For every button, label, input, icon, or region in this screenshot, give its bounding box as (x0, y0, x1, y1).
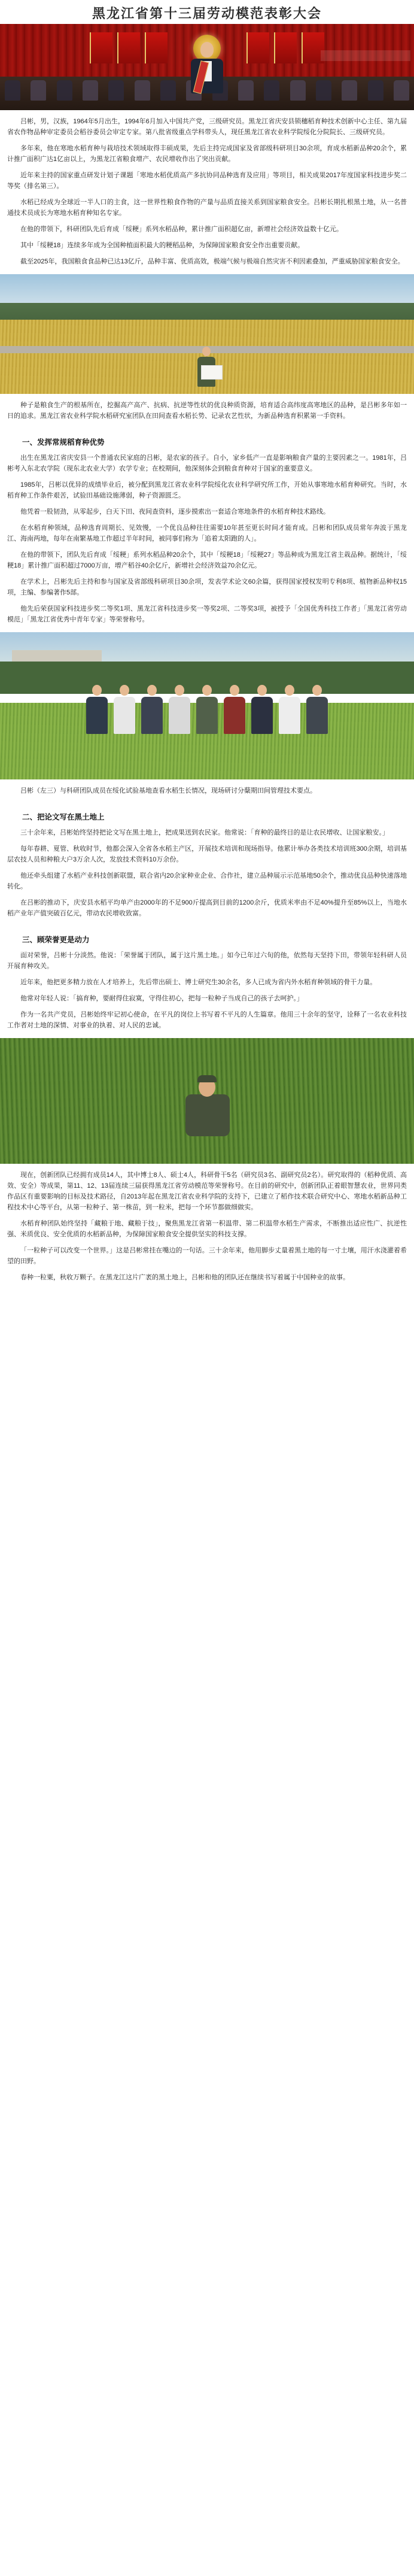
paragraph: 水稻育种团队始终坚持「藏粮于地、藏粮于技」，聚焦黑龙江省第一积温带、第二积温带水稻生产需求，不断推出适应性广、抗逆性强、米质优良、安全优质的水稻新品种，为保障国家粮食安全提供坚实的科技支撑。 (7, 1220, 407, 1238)
person-head (147, 685, 157, 696)
person-head (285, 685, 294, 696)
seat (238, 80, 254, 101)
seat (135, 80, 150, 101)
person-body (86, 697, 108, 734)
person-head (92, 685, 102, 696)
seat (5, 80, 20, 101)
paragraph: 面对荣誉，吕彬十分淡然。他说：「荣誉属于团队，属于这片黑土地。」如今已年过六旬的他，依然每天坚持下田，带领年轻科研人员开展育种攻关。 (7, 952, 407, 970)
paragraph: 作为一名共产党员，吕彬始终牢记初心使命，在平凡的岗位上书写着不平凡的人生篇章。他用三十余年的坚守，诠释了一名农业科技工作者对土地的深情、对事业的执着、对人民的忠诚。 (7, 1011, 407, 1029)
paragraph: 1985年，吕彬以优异的成绩毕业后，被分配到黑龙江省农业科学院绥化农业科学研究所工作，开始从事寒地水稻育种研究。当时，水稻育种工作条件艰苦，试验田基础设施薄弱，种子资源匮乏。 (7, 481, 407, 499)
photo-caption: 吕彬（左三）与科研团队成员在绥化试验基地查看水稻生长情况，现场研讨分蘖期田间管理技术要点。 (20, 787, 316, 794)
document-sheet (201, 365, 223, 380)
seat (264, 80, 279, 101)
paragraph: 「一粒种子可以改变一个世界。」这是吕彬常挂在嘴边的一句话。三十余年来，他用脚步丈量着黑土地的每一寸土壤，用汗水浇灌着希望的田野。 (7, 1247, 407, 1265)
researcher-figure (171, 1078, 243, 1149)
person-body (169, 697, 190, 734)
section-3 (0, 926, 414, 1038)
person-head (202, 685, 212, 696)
people-row (0, 685, 414, 735)
paragraph: 在学术上，吕彬先后主持和参与国家及省部级科研项目30余项，发表学术论文60余篇，获得国家授权发明专利8项、植物新品种权15项，主编、参编著作5部。 (7, 578, 407, 596)
paragraph: 多年来，他在寒地水稻育种与栽培技术领域取得丰硕成果，先后主持完成国家及省部级科研项目30余项，育成水稻新品种20余个，累计推广面积广达1亿亩以上，为黑龙江省粮食增产、农民增收作出了突出贡献。 (7, 145, 407, 163)
section-2-title: 二、把论文写在黑土地上 (22, 813, 105, 821)
conference-banner-photo (0, 0, 414, 110)
person-body (114, 697, 135, 734)
person-head (120, 685, 129, 696)
intro-text (0, 110, 414, 274)
person (86, 685, 108, 735)
team-field-photo (0, 632, 414, 779)
paragraph: 近年来主持的国家重点研发计划子课题「寒地水稻优质高产多抗协同品种选育及应用」等项目，相关成果2017年度国家科技进步奖二等奖（排名第三）。 (7, 172, 407, 190)
red-flag-icon (90, 32, 112, 63)
seat (160, 80, 176, 101)
person-body (306, 697, 328, 734)
paragraph: 在他的带领下，科研团队先后育成「绥粳」系列水稻品种，累计推广面积超亿亩，新增社会经济效益数十亿元。 (20, 226, 343, 233)
photo-caption: 种子是粮食生产的根基所在，挖掘高产高产、抗病、抗逆等性状的优良种质资源，培育适合高纬度高寒地区的品种，是吕彬多年如一日的追求。黑龙江省农业科学院水稻研究室团队在田间查看水稻长势、记录农艺性状，为新品种选育积累第一手资料。 (7, 402, 407, 420)
person-body (224, 697, 245, 734)
paragraph: 在他的带领下，团队先后育成「绥粳」系列水稻品种20余个，其中「绥粳18」「绥粳27」等品种成为黑龙江省主栽品种。据统计，「绥粳18」累计推广面积超过7000万亩，增产稻谷40余亿斤，新增社会经济效益70余亿元。 (7, 551, 407, 569)
person-head (257, 685, 267, 696)
paragraph: 吕彬，男，汉族，1964年5月出生，1994年6月加入中国共产党，三级研究员。黑龙江省庆安县锁穗稻育种技术创新中心主任、第九届省农作物品种审定委员会稻谷委员会审定专家。第八批省级重点学科带头人，现任黑龙江省农业科学院绥化分院院长、三级研究员。 (7, 118, 407, 136)
award-recipient (191, 42, 223, 93)
seat (342, 80, 357, 101)
paddy-inspection-photo (0, 1038, 414, 1164)
person-head (200, 42, 214, 57)
person (279, 685, 300, 735)
paragraph: 在吕彬的推动下，庆安县水稻平均单产由2000年的不足900斤提高到目前的1200余斤，优质米率由不足40%提升至85%以上，当地水稻产业年产值突破百亿元，带动农民增收致富。 (7, 899, 407, 917)
person-head (312, 685, 322, 696)
person-body (279, 697, 300, 734)
paragraph: 他常对年轻人说：「搞育种，要耐得住寂寞，守得住初心，把每一粒种子当成自己的孩子去呵护。」 (20, 995, 303, 1002)
person (141, 685, 163, 735)
paragraph: 三十余年来，吕彬始终坚持把论文写在黑土地上，把成果送到农民家。他常说：「育种的最终目的是让农民增收、让国家粮安。」 (20, 829, 389, 836)
person-body (141, 697, 163, 734)
banner-title: 黑龙江省第十三届劳动模范表彰大会 (0, 0, 414, 26)
section-3-title: 三、顾荣誉更是动力 (22, 936, 90, 944)
red-flag-icon (246, 32, 269, 63)
seat (316, 80, 331, 101)
red-flag-icon (274, 32, 297, 63)
section-1-title: 一、发挥常规稻育种优势 (22, 438, 105, 447)
person-head (175, 685, 184, 696)
paragraph: 他先后荣获国家科技进步奖二等奖1项、黑龙江省科技进步奖一等奖2项、二等奖3项，被授予「全国优秀科技工作者」「黑龙江省劳动模范」「黑龙江省优秀中青年专家」等荣誉称号。 (7, 605, 407, 623)
closing-text (0, 1164, 414, 1290)
paragraph: 每年春耕、夏管、秋收时节，他都会深入全省各水稻主产区，开展技术培训和现场指导。他累计举办各类技术培训班300余期，培训基层农技人员和种粮大户3万余人次，发放技术资料10万余份。 (7, 845, 407, 863)
paragraph: 水稻已经成为全球近一半人口的主食，这一世界性粮食作物的产量与品质直接关系到国家粮食安全。吕彬长期扎根黑土地，从一名普通技术员成长为寒地水稻育种知名专家。 (7, 199, 407, 217)
person-head (202, 347, 211, 356)
person-body (191, 59, 223, 93)
seat (108, 80, 124, 101)
section-2 (0, 803, 414, 926)
seat (368, 80, 383, 101)
photo1-caption-block (0, 394, 414, 429)
paragraph: 出生在黑龙江省庆安县一个普通农民家庭的吕彬，是农家的孩子。自小，家乡低产一直是影响粮食产量的主要因素之一。1981年，吕彬考入东北农学院（现东北农业大学）农学专业；在校期间，他深刻体会到粮食育种对于国家的重要意义。 (7, 454, 407, 472)
paragraph: 他还牵头组建了水稻产业科技创新联盟，联合省内20余家种业企业、合作社，建立品种展示示范基地50余个，推动优良品种快速落地转化。 (7, 872, 407, 890)
person (196, 685, 218, 735)
person (306, 685, 328, 735)
paragraph: 现在，创新团队已经拥有成员14人，其中博士8人、硕士4人，科研骨干5名（研究员3名、副研究员2名）。研究取得的（稻种优质、高效、安全）等成果，第11、12、13届连续三届获得黑龙江省劳动模范等荣誉称号。在目前的研究中，创新团队正着眼智慧农业，世界同类作品区有重要影响的目标及技术路径，自2013年起在黑龙江省农业科学院的支持下，已建立了稻作技术联合研究中心、寒地水稻新品种工程技术中心等平台，从第一粒种子、第一株苗，到一粒米，把每一个环节都做细做实。 (7, 1172, 407, 1211)
person-head (230, 685, 239, 696)
seat (83, 80, 98, 101)
seat (394, 80, 409, 101)
person (114, 685, 135, 735)
cap-icon (197, 1075, 217, 1082)
seat (57, 80, 72, 101)
stage-background (0, 24, 414, 110)
person (251, 685, 273, 735)
person-body (196, 697, 218, 734)
paragraph: 其中「绥粳18」连续多年成为全国种植面积最大的粳稻品种，为保障国家粮食安全作出重要贡献。 (20, 242, 305, 249)
seat (290, 80, 306, 101)
seat (31, 80, 46, 101)
paragraph: 他凭着一股韧劲，从零起步，白天下田、夜间查资料，逐步摸索出一套适合寒地条件的水稻育种技术路线。 (20, 508, 330, 515)
paragraph: 春种一粒粟，秋收万颗子。在黑龙江这片广袤的黑土地上，吕彬和他的团队还在继续书写着属于中国种业的故事。 (20, 1274, 349, 1281)
paragraph: 截至2025年，我国粮食食品种已达13亿斤，品种丰富、优质高效，极端气候与极端自然灾害不利因素叠加，严重威胁国家粮食安全。 (20, 258, 404, 265)
paragraph: 近年来，他把更多精力放在人才培养上，先后带出硕士、博士研究生30余名，多人已成为省内外水稻育种领域的骨干力量。 (20, 979, 377, 986)
section-1 (0, 429, 414, 632)
red-flag-icon (117, 32, 140, 63)
person (224, 685, 245, 735)
photo2-caption-block (0, 779, 414, 803)
red-flag-icon (145, 32, 168, 63)
paragraph: 在水稻育种领域，品种选育周期长、见效慢，一个优良品种往往需要10年甚至更长时间才能育成。吕彬和团队成员常年奔波于黑龙江、海南两地，每年在南繁基地工作超过半年时间，被同事们称为「追着太阳跑的人」。 (7, 524, 407, 542)
wall-banner (321, 50, 410, 61)
person-body (185, 1094, 230, 1136)
person (169, 685, 190, 735)
person-body (251, 697, 273, 734)
rice-field-photo-1 (0, 274, 414, 394)
